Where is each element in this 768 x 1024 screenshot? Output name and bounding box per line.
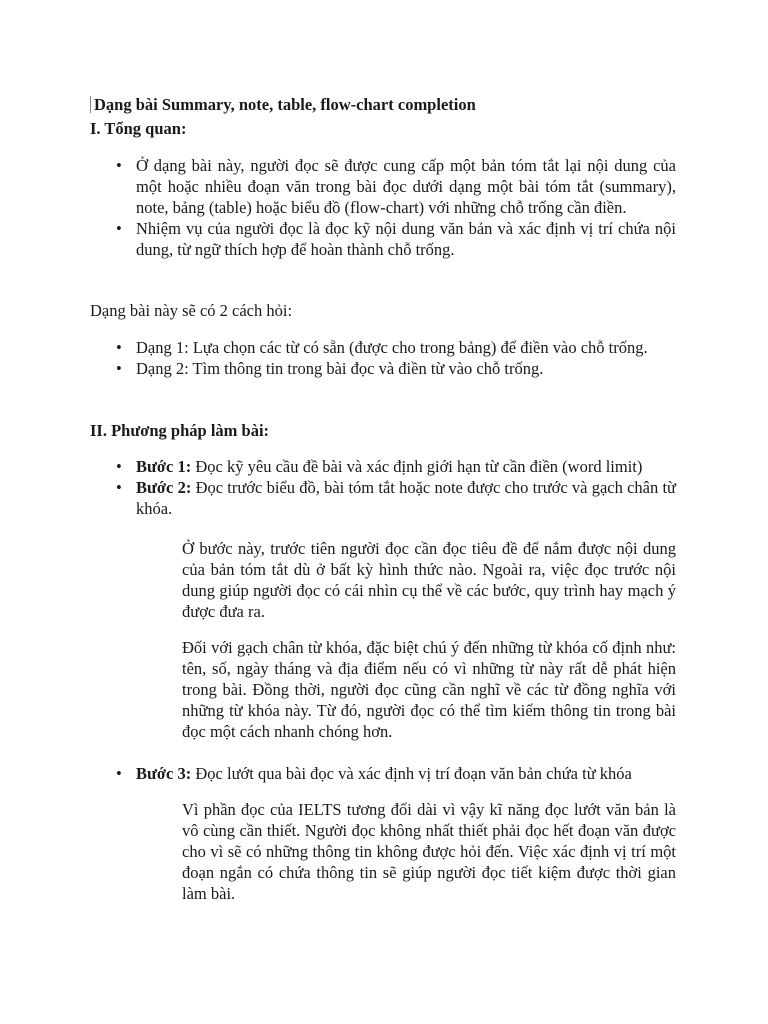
step-label: Bước 1:	[136, 457, 192, 476]
step-text: Đọc trước biểu đồ, bài tóm tắt hoặc note được cho trước và gạch chân từ khóa.	[136, 478, 676, 518]
text-cursor	[90, 96, 91, 113]
step-item	[112, 456, 676, 477]
list-item: • Ở dạng bài này, người đọc sẽ được cung cấp một bản tóm tắt lại nội dung của một hoặc nhiều đoạn văn trong bài đọc dưới dạng một bài tóm tắt (summary), note, bảng (table) hoặc biểu đồ (flow-chart) với những chỗ trống cần điền.	[112, 155, 676, 218]
steps-list	[112, 456, 676, 519]
list-item: • Nhiệm vụ của người đọc là đọc kỹ nội dung văn bản và xác định vị trí chứa nội dung, từ ngữ thích hợp để hoàn thành chỗ trống.	[112, 218, 676, 260]
step-label: Bước 3:	[136, 764, 192, 783]
document-title	[90, 94, 476, 115]
list-item: • Dạng 2: Tìm thông tin trong bài đọc và điền từ vào chỗ trống.	[112, 358, 676, 379]
step3-list	[112, 763, 676, 784]
question-types-intro: Dạng bài này sẽ có 2 cách hỏi:	[90, 301, 293, 320]
overview-bullet-list	[112, 155, 676, 260]
step-text: Đọc kỹ yêu cầu đề bài và xác định giới hạn từ cần điền (word limit)	[191, 457, 643, 476]
section-heading-overview: I. Tổng quan:	[90, 119, 187, 138]
question-types-list	[112, 337, 676, 379]
step-text: Đọc lướt qua bài đọc và xác định vị trí đoạn văn bản chứa từ khóa	[191, 764, 632, 783]
step-label: Bước 2:	[136, 478, 192, 497]
step-item	[112, 477, 676, 519]
section-heading-method: II. Phương pháp làm bài:	[90, 421, 270, 440]
document-title-text: Dạng bài Summary, note, table, flow-chart completion	[94, 95, 476, 114]
step2-paragraph: Ở bước này, trước tiên người đọc cần đọc tiêu đề để nắm được nội dung của bản tóm tắt dù ở bất kỳ hình thức nào. Ngoài ra, việc đọc trước nội dung giúp người đọc có cái nhìn cụ thể về các bước, quy trình hay mạch ý được đưa ra.	[182, 539, 676, 621]
step3-paragraph: Vì phần đọc của IELTS tương đối dài vì vậy kĩ năng đọc lướt văn bản là vô cùng cần thiết. Người đọc không nhất thiết phải đọc hết đoạn văn được cho vì sẽ có những thông tin không được hỏi đến. Việc xác định vị trí một đoạn ngắn có chứa thông tin sẽ giúp người đọc tiết kiệm được thời gian làm bài.	[182, 800, 676, 903]
step2-paragraph: Đối với gạch chân từ khóa, đặc biệt chú ý đến những từ khóa cố định như: tên, số, ngày tháng và địa điểm nếu có vì những từ này rất dễ phát hiện trong bài. Đồng thời, người đọc cũng cần nghĩ về các từ đồng nghĩa với những từ khóa này. Từ đó, người đọc có thể tìm kiếm thông tin trong bài đọc một cách nhanh chóng hơn.	[182, 638, 676, 741]
step-item	[112, 763, 676, 784]
list-item: • Dạng 1: Lựa chọn các từ có sẵn (được cho trong bảng) để điền vào chỗ trống.	[112, 337, 676, 358]
